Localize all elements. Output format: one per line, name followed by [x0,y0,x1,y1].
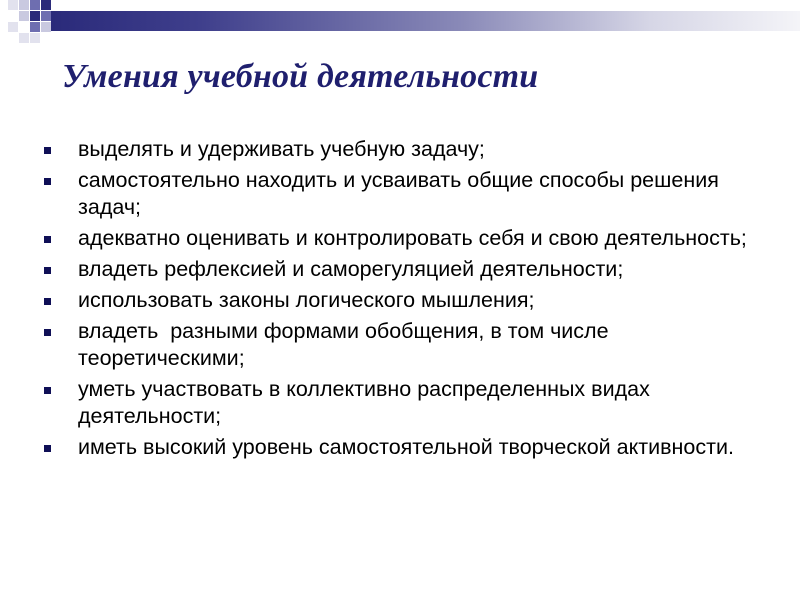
list-item-text: использовать законы логического мышления; [78,288,535,312]
list-item [44,376,764,430]
corner-square-decoration [30,0,40,10]
list-item-text: адекватно оценивать и контролировать себя и свою деятельность; [78,226,747,250]
corner-square-decoration [30,11,40,21]
list-item [44,256,764,283]
list-item-text: уметь участвовать в коллективно распределенных видах деятельности; [78,377,650,428]
corner-square-decoration [19,0,29,10]
square-bullet-icon [44,147,51,154]
list-item-text: иметь высокий уровень самостоятельной творческой активности. [78,435,734,459]
corner-square-decoration [30,22,40,32]
corner-square-decoration [30,33,40,43]
list-item [44,287,764,314]
square-bullet-icon [44,236,51,243]
header-gradient-bar [51,11,800,31]
list-item [44,434,764,461]
square-bullet-icon [44,445,51,452]
corner-square-decoration [19,33,29,43]
list-item [44,318,764,372]
slide-title: Умения учебной деятельности [62,58,539,95]
list-item-text: владеть рефлексией и саморегуляцией деятельности; [78,257,624,281]
list-item-text: выделять и удерживать учебную задачу; [78,137,485,161]
corner-square-decoration [19,11,29,21]
corner-square-decoration [8,22,18,32]
square-bullet-icon [44,298,51,305]
corner-square-decoration [41,11,51,21]
corner-square-decoration [41,22,51,32]
list-item [44,225,764,252]
list-item-text: самостоятельно находить и усваивать общие способы решения задач; [78,168,719,219]
list-item [44,136,764,163]
square-bullet-icon [44,178,51,185]
corner-square-decoration [8,0,18,10]
square-bullet-icon [44,387,51,394]
corner-square-decoration [41,0,51,10]
square-bullet-icon [44,329,51,336]
square-bullet-icon [44,267,51,274]
skills-list [44,136,764,465]
list-item [44,167,764,221]
list-item-text: владеть разными формами обобщения, в том числе теоретическими; [78,319,615,370]
